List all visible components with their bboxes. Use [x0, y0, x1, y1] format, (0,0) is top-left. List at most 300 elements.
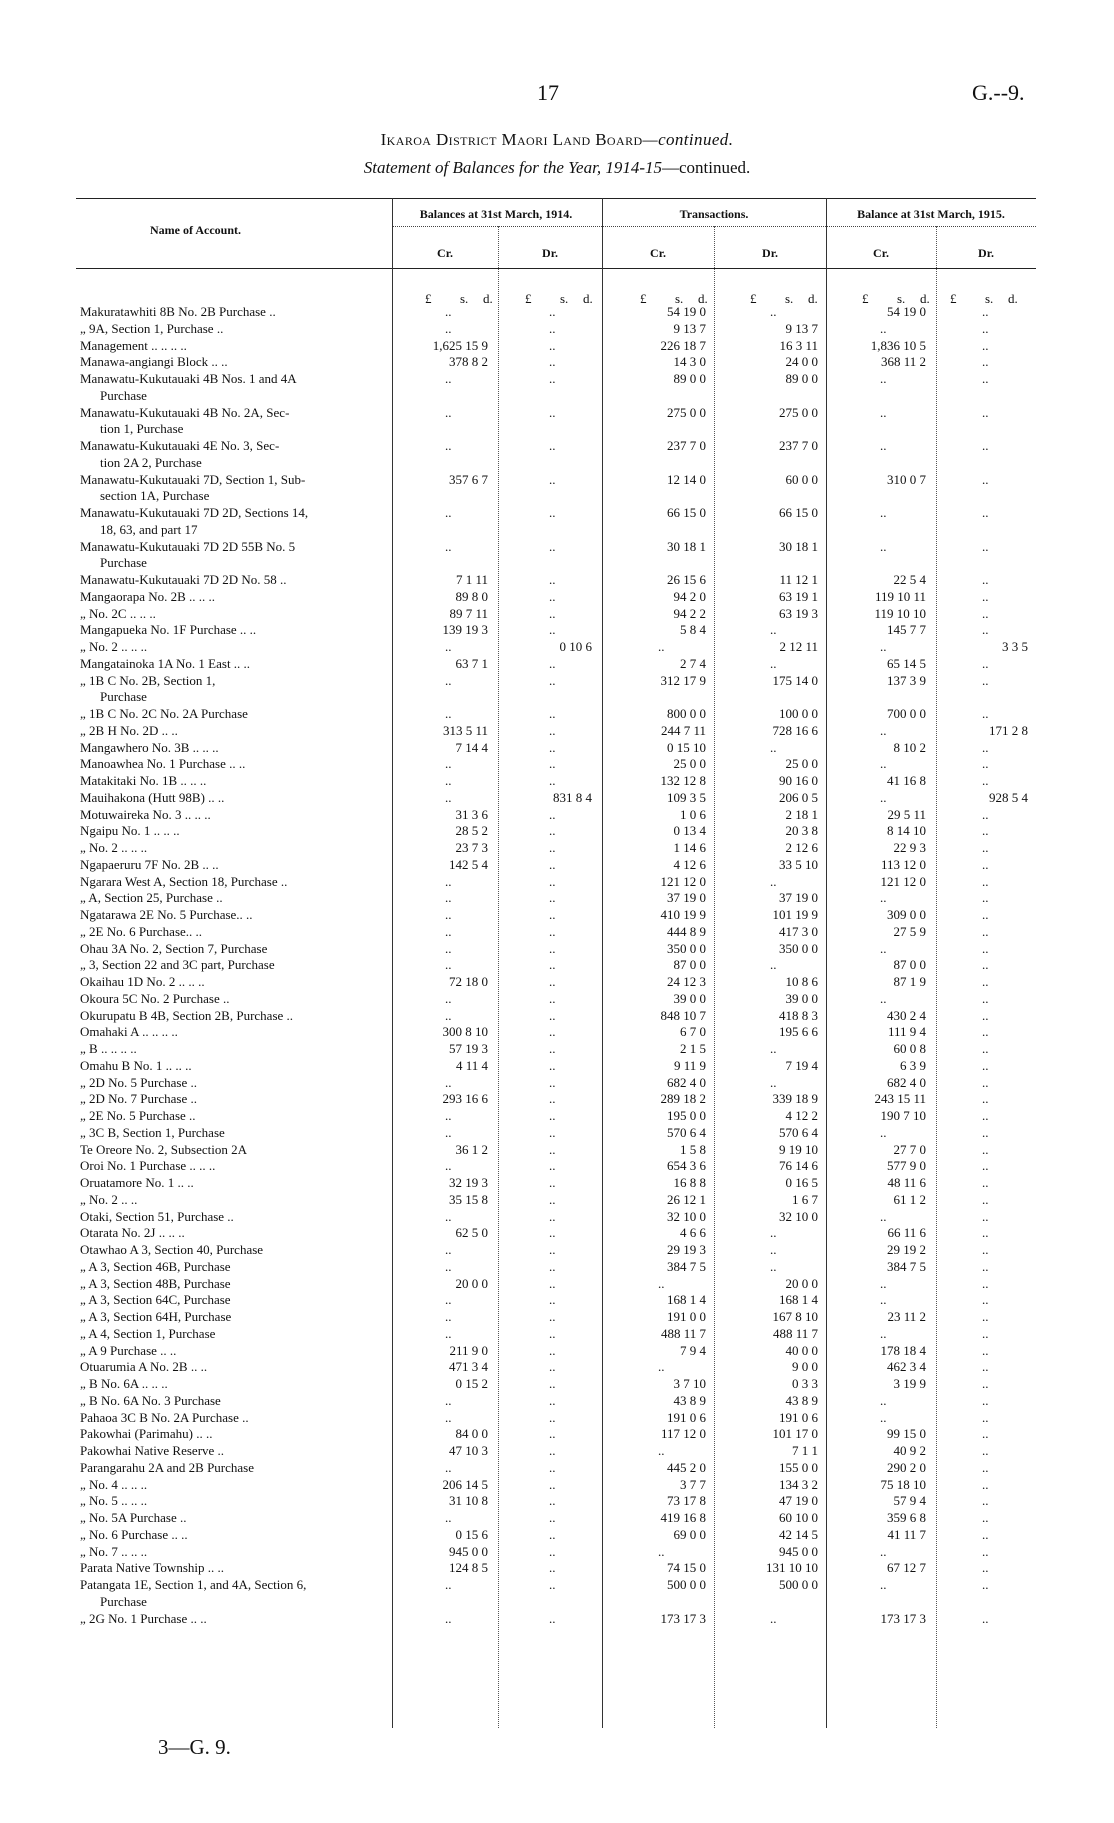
amount-cell: .. — [549, 1426, 556, 1442]
amount-cell: 47 10 3 — [449, 1443, 488, 1458]
account-name: Ohau 3A No. 2, Section 7, Purchase — [80, 940, 268, 956]
amount-cell: .. — [880, 1292, 887, 1308]
table-row — [0, 689, 1114, 704]
amount-cell: 167 8 10 — [772, 1309, 818, 1324]
amount-cell: 30 18 1 — [779, 538, 818, 554]
table-row — [0, 723, 1114, 738]
amount-cell: 471 3 4 — [449, 1359, 488, 1375]
table-row — [0, 807, 1114, 822]
amount-cell: 1 0 6 — [680, 806, 706, 822]
amount-cell: 37 19 0 — [667, 890, 706, 906]
amount-cell: 139 19 3 — [442, 622, 488, 638]
amount-cell: .. — [770, 1074, 777, 1090]
account-name: Management .. .. .. .. — [80, 337, 187, 353]
table-row — [0, 1594, 1114, 1609]
table-row — [0, 1611, 1114, 1626]
account-name-continued: Purchase — [100, 1593, 147, 1609]
amount-cell: 74 15 0 — [667, 1560, 706, 1576]
account-name: „ No. 5 .. .. .. — [80, 1493, 148, 1509]
account-name: Manawatu-Kukutauaki 4B Nos. 1 and 4A — [80, 371, 297, 386]
table-row — [0, 790, 1114, 805]
amount-cell: .. — [880, 404, 887, 420]
amount-cell: 35 15 8 — [449, 1191, 488, 1207]
account-name: Parata Native Township .. .. — [80, 1560, 224, 1576]
account-name: „ 3C B, Section 1, Purchase — [80, 1124, 225, 1140]
amount-cell: .. — [549, 1342, 556, 1358]
amount-cell: 339 18 9 — [772, 1091, 818, 1107]
account-name: Manawatu-Kukutauaki 7D 2D No. 58 .. — [80, 572, 287, 587]
header-bottom-rule — [76, 268, 1036, 269]
amount-cell: 4 12 6 — [673, 856, 706, 872]
amount-cell: .. — [880, 1325, 887, 1341]
amount-cell: 43 8 9 — [673, 1392, 706, 1408]
table-row — [0, 874, 1114, 889]
account-name: Ngatarawa 2E No. 5 Purchase.. .. — [80, 907, 253, 922]
amount-cell: .. — [549, 873, 556, 889]
amount-cell: .. — [982, 706, 989, 721]
table-row — [0, 1108, 1114, 1123]
amount-cell: 2 1 5 — [680, 1041, 706, 1056]
amount-cell: 87 1 9 — [893, 974, 926, 989]
amount-cell: 117 12 0 — [660, 1426, 706, 1442]
amount-cell: 488 11 7 — [772, 1325, 818, 1341]
table-row — [0, 1359, 1114, 1374]
amount-cell: .. — [445, 1258, 452, 1274]
account-name: „ 2E No. 5 Purchase .. — [80, 1108, 196, 1123]
account-name: „ No. 2 .. .. — [80, 1191, 138, 1207]
amount-cell: .. — [549, 438, 556, 453]
amount-cell: 0 15 2 — [455, 1376, 488, 1391]
account-name: Manoawhea No. 1 Purchase .. .. — [80, 756, 246, 772]
amount-cell: 0 3 3 — [792, 1376, 818, 1391]
amount-cell: 26 15 6 — [667, 572, 706, 587]
amount-cell: 384 7 5 — [667, 1258, 706, 1274]
amount-cell: 168 1 4 — [667, 1292, 706, 1308]
amount-cell: .. — [549, 1242, 556, 1257]
amount-cell: 384 7 5 — [887, 1258, 926, 1274]
table-row — [0, 740, 1114, 755]
amount-cell: .. — [658, 1359, 665, 1375]
amount-cell: .. — [549, 1526, 556, 1542]
account-name: „ No. 4 .. .. .. — [80, 1476, 148, 1492]
amount-cell: .. — [982, 1392, 989, 1408]
amount-cell: 124 8 5 — [449, 1560, 488, 1576]
amount-cell: 275 0 0 — [779, 404, 818, 420]
amount-cell: 191 0 0 — [667, 1309, 706, 1324]
amount-cell: 89 0 0 — [673, 371, 706, 386]
amount-cell: 113 12 0 — [880, 856, 926, 872]
column-group-1915: Balance at 31st March, 1915. — [857, 207, 1005, 221]
table-row — [0, 405, 1114, 420]
amount-cell: .. — [982, 1577, 989, 1592]
amount-cell: .. — [549, 1258, 556, 1274]
amount-cell: .. — [549, 990, 556, 1006]
amount-cell: .. — [549, 706, 556, 721]
account-name: „ 3, Section 22 and 3C part, Purchase — [80, 957, 275, 973]
amount-cell: 682 4 0 — [887, 1074, 926, 1090]
account-name-continued: Purchase — [100, 555, 147, 571]
amount-cell: .. — [982, 1526, 989, 1542]
amount-cell: .. — [549, 1359, 556, 1375]
amount-cell: 4 12 2 — [785, 1108, 818, 1123]
account-name: Manawatu-Kukutauaki 7D, Section 1, Sub- — [80, 471, 306, 487]
amount-cell: .. — [549, 1007, 556, 1023]
account-name: Manawa-angiangi Block .. .. — [80, 354, 228, 370]
table-row — [0, 1292, 1114, 1307]
amount-cell: 134 3 2 — [779, 1476, 818, 1492]
account-name: „ A, Section 25, Purchase .. — [80, 890, 223, 906]
table-row — [0, 622, 1114, 637]
table-row — [0, 1209, 1114, 1224]
amount-cell: .. — [445, 940, 452, 956]
amount-cell: 191 0 6 — [779, 1409, 818, 1425]
amount-cell: .. — [445, 1242, 452, 1257]
amount-cell: 848 10 7 — [660, 1007, 706, 1023]
amount-cell: .. — [982, 957, 989, 973]
amount-cell: .. — [982, 923, 989, 939]
amount-cell: 175 14 0 — [772, 672, 818, 688]
table-row — [0, 1426, 1114, 1441]
amount-cell: 3 7 7 — [680, 1476, 706, 1492]
table-row — [0, 706, 1114, 721]
amount-cell: 39 0 0 — [673, 990, 706, 1006]
account-name: „ 2G No. 1 Purchase .. .. — [80, 1610, 207, 1626]
amount-cell: 417 3 0 — [779, 923, 818, 939]
amount-cell: 137 3 9 — [887, 672, 926, 688]
amount-cell: .. — [658, 1275, 665, 1291]
amount-cell: .. — [982, 1225, 989, 1241]
amount-cell: .. — [982, 1476, 989, 1492]
amount-cell: 29 19 3 — [667, 1242, 706, 1257]
amount-cell: .. — [549, 1309, 556, 1324]
amount-cell: 191 0 6 — [667, 1409, 706, 1425]
amount-cell: 76 14 6 — [779, 1158, 818, 1174]
amount-cell: 63 19 1 — [779, 588, 818, 604]
table-row — [0, 321, 1114, 336]
amount-cell: .. — [982, 1325, 989, 1341]
amount-cell: 313 5 11 — [442, 722, 488, 738]
amount-cell: 206 14 5 — [442, 1476, 488, 1492]
amount-cell: 195 0 0 — [667, 1108, 706, 1123]
amount-cell: .. — [549, 1543, 556, 1559]
amount-cell: 462 3 4 — [887, 1359, 926, 1375]
table-row — [0, 1477, 1114, 1492]
amount-cell: 309 0 0 — [887, 907, 926, 922]
amount-cell: 0 15 10 — [667, 739, 706, 755]
account-name: „ No. 7 .. .. .. — [80, 1543, 148, 1559]
account-name-continued: section 1A, Purchase — [100, 488, 210, 504]
amount-cell: 26 12 1 — [667, 1191, 706, 1207]
account-name-continued: Purchase — [100, 689, 147, 705]
table-row — [0, 1008, 1114, 1023]
amount-cell: .. — [982, 1074, 989, 1090]
amount-cell: 7 19 4 — [785, 1057, 818, 1073]
amount-cell: .. — [982, 404, 989, 420]
amount-cell: 66 15 0 — [667, 505, 706, 520]
amount-cell: 119 10 11 — [874, 588, 926, 604]
amount-cell: 2 7 4 — [680, 655, 706, 671]
amount-cell: 30 18 1 — [667, 538, 706, 554]
account-name: Matakitaki No. 1B .. .. .. — [80, 773, 207, 788]
amount-cell: .. — [982, 588, 989, 604]
amount-cell: 570 6 4 — [779, 1124, 818, 1140]
account-name: Mangapueka No. 1F Purchase .. .. — [80, 622, 257, 638]
amount-cell: 20 3 8 — [785, 823, 818, 839]
amount-cell: 430 2 4 — [887, 1007, 926, 1023]
amount-cell: 24 0 0 — [785, 354, 818, 370]
amount-cell: .. — [445, 1007, 452, 1023]
amount-cell: .. — [880, 639, 887, 654]
amount-cell: 24 12 3 — [667, 974, 706, 989]
amount-cell: .. — [880, 722, 887, 738]
amount-cell: .. — [445, 957, 452, 973]
account-name: „ B No. 6A .. .. .. — [80, 1376, 168, 1391]
amount-cell: .. — [549, 974, 556, 989]
amount-cell: 190 7 10 — [880, 1108, 926, 1123]
amount-cell: 195 6 6 — [779, 1024, 818, 1040]
amount-cell: .. — [445, 1074, 452, 1090]
amount-cell: .. — [549, 672, 556, 688]
table-row — [0, 606, 1114, 621]
account-name: „ No. 2 .. .. .. — [80, 639, 148, 654]
amount-cell: 9 0 0 — [792, 1359, 818, 1375]
header-cr-1915: Cr. — [873, 246, 889, 260]
account-name: „ 1B C No. 2B, Section 1, — [80, 672, 216, 688]
account-name: „ 2B H No. 2D .. .. — [80, 722, 178, 738]
amount-cell: 54 19 0 — [667, 304, 706, 319]
table-row — [0, 673, 1114, 688]
column-group-transactions: Transactions. — [679, 207, 749, 221]
table-row — [0, 1326, 1114, 1341]
amount-cell: 2 12 11 — [779, 639, 818, 654]
amount-cell: .. — [770, 1041, 777, 1056]
amount-cell: 945 0 0 — [449, 1543, 488, 1559]
amount-cell: 132 12 8 — [660, 773, 706, 788]
amount-cell: .. — [445, 923, 452, 939]
account-name: Ngarara West A, Section 18, Purchase .. — [80, 873, 288, 889]
account-name: Patangata 1E, Section 1, and 4A, Section 6, — [80, 1577, 307, 1592]
account-name: „ No. 6 Purchase .. .. — [80, 1526, 188, 1542]
account-name: Ngaipu No. 1 .. .. .. — [80, 823, 180, 839]
amount-cell: .. — [549, 1409, 556, 1425]
amount-cell: 99 15 0 — [887, 1426, 926, 1442]
amount-cell: .. — [549, 337, 556, 353]
amount-cell: .. — [982, 538, 989, 554]
amount-cell: 41 11 7 — [887, 1526, 926, 1542]
amount-cell: .. — [982, 572, 989, 587]
amount-cell: 1 6 7 — [792, 1191, 818, 1207]
account-name: „ A 3, Section 64H, Purchase — [80, 1309, 232, 1324]
table-row — [0, 1460, 1114, 1475]
amount-cell: .. — [549, 1560, 556, 1576]
footer-code: 3—G. 9. — [158, 1735, 231, 1759]
amount-cell: .. — [982, 1208, 989, 1224]
amount-cell: 2 12 6 — [785, 840, 818, 855]
account-name: Omahaki A .. .. .. .. — [80, 1024, 178, 1040]
account-name-continued: 18, 63, and part 17 — [100, 521, 198, 537]
amount-cell: 11 12 1 — [779, 572, 818, 587]
amount-cell: .. — [549, 1392, 556, 1408]
account-name: „ 2D No. 5 Purchase .. — [80, 1074, 197, 1090]
amount-cell: 3 7 10 — [673, 1376, 706, 1391]
table-row — [0, 924, 1114, 939]
amount-cell: 378 8 2 — [449, 354, 488, 370]
amount-cell: .. — [549, 1041, 556, 1056]
table-row — [0, 1075, 1114, 1090]
amount-cell: 800 0 0 — [667, 706, 706, 721]
amount-cell: .. — [982, 823, 989, 839]
amount-cell: .. — [445, 756, 452, 772]
amount-cell: 84 0 0 — [455, 1426, 488, 1442]
amount-cell: .. — [549, 320, 556, 336]
amount-cell: 445 2 0 — [667, 1459, 706, 1475]
amount-cell: .. — [445, 371, 452, 386]
table-row — [0, 338, 1114, 353]
amount-cell: .. — [880, 1409, 887, 1425]
account-name: Mangawhero No. 3B .. .. .. — [80, 739, 219, 755]
account-name: „ A 4, Section 1, Purchase — [80, 1325, 216, 1341]
header-cr-1914: Cr. — [437, 246, 453, 260]
account-name: Manawatu-Kukutauaki 4B No. 2A, Sec- — [80, 404, 290, 420]
amount-cell: .. — [549, 940, 556, 956]
amount-cell: 300 8 10 — [442, 1024, 488, 1040]
amount-cell: .. — [982, 1108, 989, 1123]
amount-cell: .. — [658, 639, 665, 654]
amount-cell: 60 0 8 — [893, 1041, 926, 1056]
amount-cell: 178 18 4 — [880, 1342, 926, 1358]
amount-cell: 142 5 4 — [449, 856, 488, 872]
amount-cell: .. — [982, 1041, 989, 1056]
amount-cell: 173 17 3 — [880, 1610, 926, 1626]
amount-cell: 72 18 0 — [449, 974, 488, 989]
table-row — [0, 522, 1114, 537]
table-row — [0, 455, 1114, 470]
amount-cell: 1 5 8 — [680, 1141, 706, 1157]
amount-cell: .. — [445, 907, 452, 922]
amount-cell: .. — [549, 354, 556, 370]
amount-cell: .. — [549, 655, 556, 671]
table-row — [0, 823, 1114, 838]
account-name: Okurupatu B 4B, Section 2B, Purchase .. — [80, 1007, 294, 1023]
amount-cell: .. — [770, 304, 777, 319]
amount-cell: 368 11 2 — [880, 354, 926, 370]
amount-cell: .. — [445, 639, 452, 654]
amount-cell: .. — [549, 1225, 556, 1241]
amount-cell: 2 18 1 — [785, 806, 818, 822]
amount-cell: 111 9 4 — [887, 1024, 926, 1040]
amount-cell: .. — [880, 371, 887, 386]
amount-cell: 654 3 6 — [667, 1158, 706, 1174]
amount-cell: 4 11 4 — [455, 1057, 488, 1073]
amount-cell: 577 9 0 — [887, 1158, 926, 1174]
column-header-name: Name of Account. — [150, 223, 241, 237]
amount-cell: 6 3 9 — [900, 1057, 926, 1073]
amount-cell: .. — [982, 1242, 989, 1257]
column-group-1914: Balances at 31st March, 1914. — [419, 207, 573, 221]
amount-cell: .. — [445, 1108, 452, 1123]
account-name: Otawhao A 3, Section 40, Purchase — [80, 1242, 264, 1257]
amount-cell: 31 10 8 — [449, 1493, 488, 1509]
amount-cell: .. — [549, 1275, 556, 1291]
account-name-continued: tion 1, Purchase — [100, 421, 184, 437]
amount-cell: 350 0 0 — [779, 940, 818, 956]
table-row — [0, 941, 1114, 956]
table-row — [0, 1158, 1114, 1173]
account-name: „ No. 2C .. .. .. — [80, 605, 156, 621]
amount-cell: 7 14 4 — [455, 739, 488, 755]
amount-cell: .. — [982, 840, 989, 855]
header-dr-1915: Dr. — [978, 246, 994, 260]
amount-cell: .. — [549, 1476, 556, 1492]
amount-cell: 66 15 0 — [779, 505, 818, 520]
amount-cell: .. — [549, 923, 556, 939]
amount-cell: 89 0 0 — [785, 371, 818, 386]
amount-cell: 945 0 0 — [779, 1543, 818, 1559]
amount-cell: 4 6 6 — [680, 1225, 706, 1241]
amount-cell: .. — [880, 320, 887, 336]
amount-cell: .. — [549, 739, 556, 755]
amount-cell: 41 16 8 — [887, 773, 926, 788]
amount-cell: .. — [445, 505, 452, 520]
amount-cell: .. — [549, 605, 556, 621]
amount-cell: 65 14 5 — [887, 655, 926, 671]
amount-cell: 101 17 0 — [772, 1426, 818, 1442]
page-number: 17 — [537, 80, 559, 105]
amount-cell: 0 13 4 — [673, 823, 706, 839]
amount-cell: 63 19 3 — [779, 605, 818, 621]
amount-cell: .. — [770, 1610, 777, 1626]
amount-cell: .. — [549, 806, 556, 822]
amount-cell: 928 5 4 — [989, 789, 1028, 805]
amount-cell: .. — [445, 404, 452, 420]
amount-cell: .. — [880, 1543, 887, 1559]
table-row — [0, 857, 1114, 872]
document-code: G.--9. — [972, 80, 1025, 105]
amount-cell: .. — [549, 1108, 556, 1123]
table-row — [0, 304, 1114, 319]
amount-cell: .. — [445, 773, 452, 788]
amount-cell: .. — [770, 622, 777, 638]
amount-cell: .. — [445, 1309, 452, 1324]
amount-cell: .. — [549, 756, 556, 772]
amount-cell: 410 19 9 — [660, 907, 706, 922]
amount-cell: .. — [982, 1275, 989, 1291]
amount-cell: .. — [880, 505, 887, 520]
table-row — [0, 639, 1114, 654]
amount-cell: .. — [445, 1208, 452, 1224]
amount-cell: .. — [549, 404, 556, 420]
amount-cell: 3 19 9 — [893, 1376, 926, 1391]
account-name: Mangatainoka 1A No. 1 East .. .. — [80, 655, 251, 671]
amount-cell: 43 8 9 — [785, 1392, 818, 1408]
amount-cell: 206 0 5 — [779, 789, 818, 805]
amount-cell: .. — [445, 1292, 452, 1308]
amount-cell: .. — [658, 1443, 665, 1458]
amount-cell: 5 8 4 — [680, 622, 706, 638]
amount-cell: .. — [880, 1275, 887, 1291]
amount-cell: 171 2 8 — [989, 722, 1028, 738]
table-row — [0, 539, 1114, 554]
amount-cell: 60 0 0 — [785, 471, 818, 487]
amount-cell: 8 10 2 — [893, 739, 926, 755]
amount-cell: 419 16 8 — [660, 1510, 706, 1525]
amount-cell: 37 19 0 — [779, 890, 818, 906]
amount-cell: .. — [445, 1325, 452, 1341]
amount-cell: .. — [549, 304, 556, 319]
amount-cell: .. — [549, 1158, 556, 1174]
amount-cell: 350 0 0 — [667, 940, 706, 956]
amount-cell: 40 9 2 — [893, 1443, 926, 1458]
